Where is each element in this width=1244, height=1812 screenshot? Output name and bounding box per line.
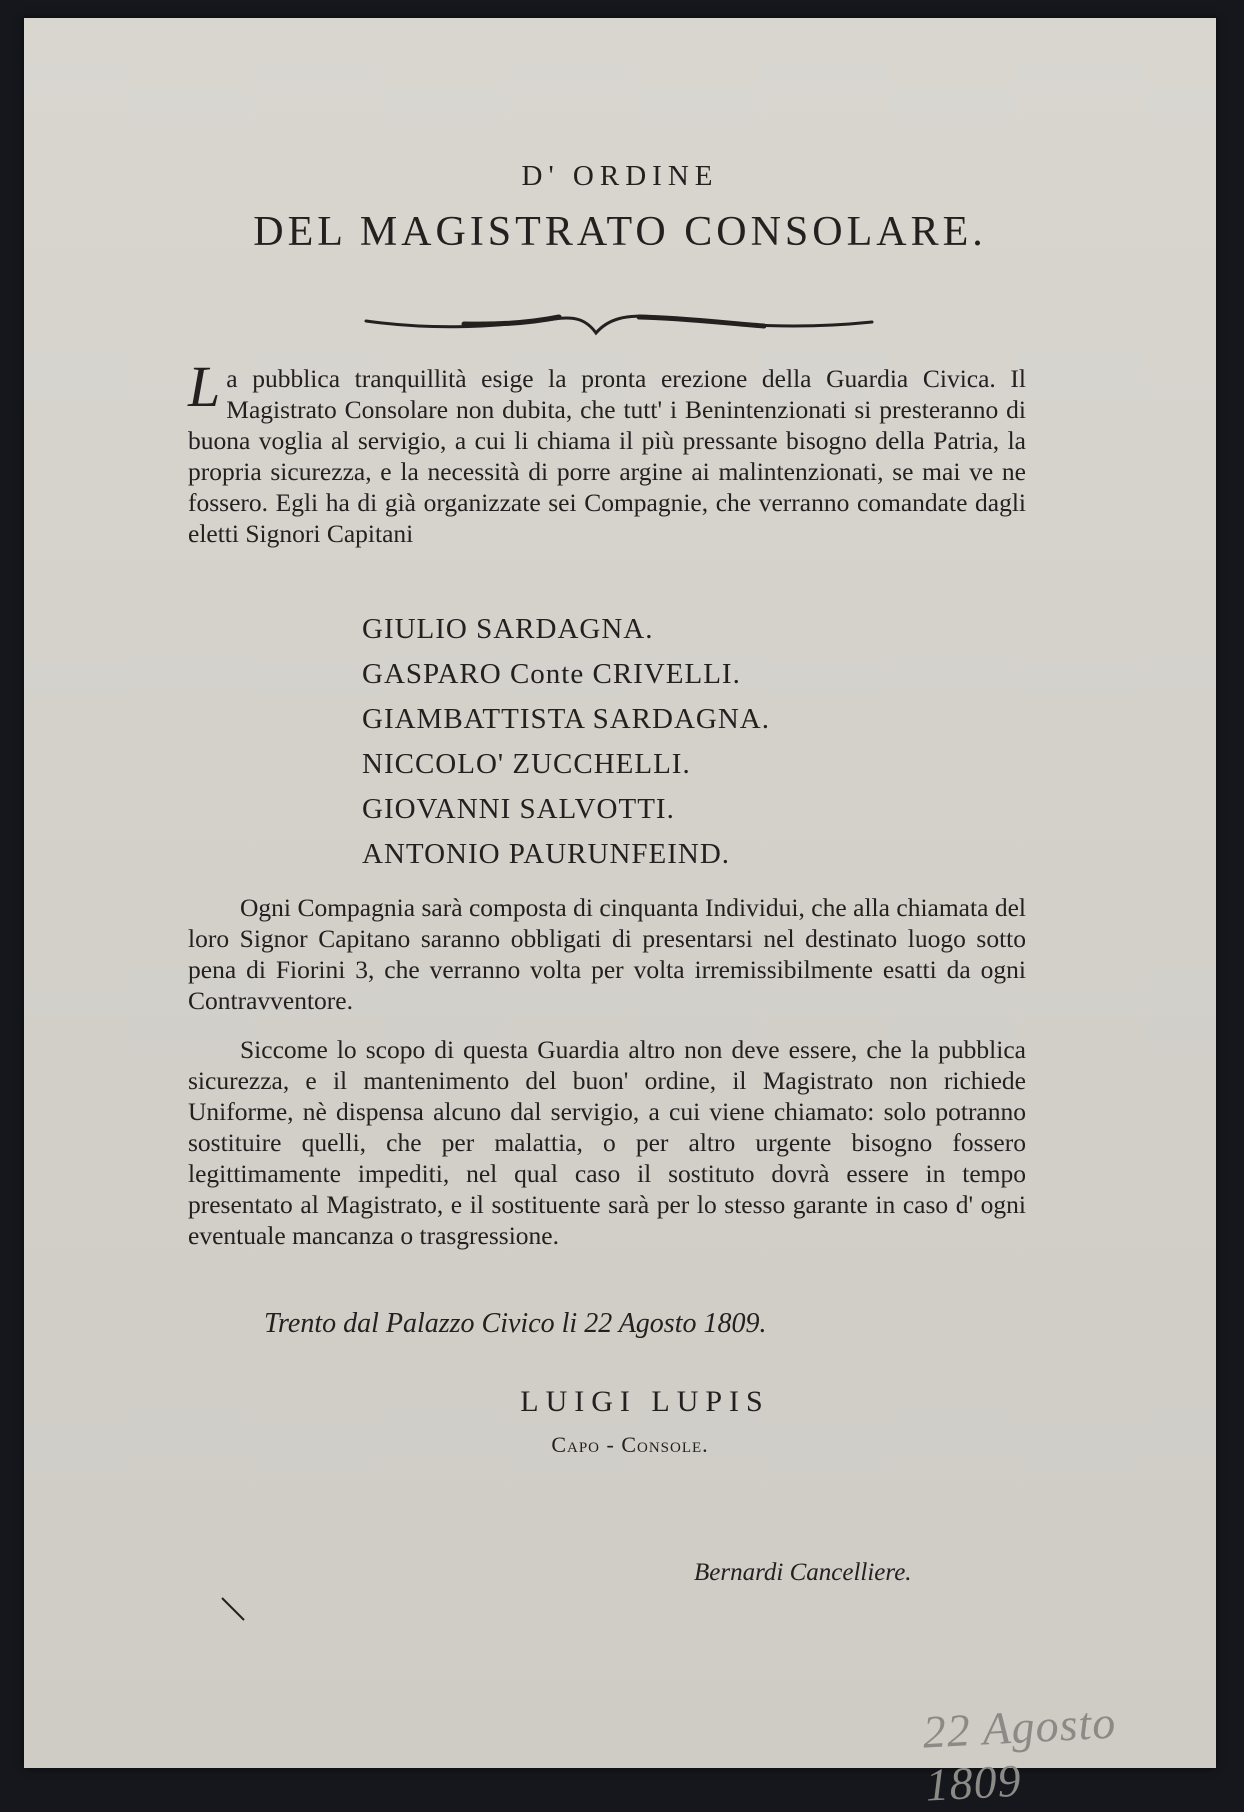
- paragraph-purpose: Siccome lo scopo di questa Guardia altro non deve essere, che la pubblica sicurezza, e il mantenimento del buon' ordine, il Magistrato non richiede Uniforme, nè dispensa alcuno dal servigio, a cui viene chiamato: solo potranno sostituire quelli, che per malattia, o per altro urgente bisogno fossero legittimamente impediti, nel qual caso il sostituto dovrà essere in tempo presentato al Magistrato, e il sostituente sarà per lo stesso garante in caso d' ogni eventuale mancanza o trasgressione.: [188, 1035, 1026, 1250]
- heading-line-2: DEL MAGISTRATO CONSOLARE.: [253, 209, 987, 255]
- captains-list: [362, 607, 770, 877]
- heading-line-1: D' ORDINE: [521, 160, 719, 192]
- drop-cap-initial: L: [188, 354, 221, 419]
- signer-title: Capo - Console.: [551, 1432, 709, 1457]
- chancellor-signature: Bernardi Cancelliere.: [694, 1559, 912, 1586]
- list-item: GIULIO SARDAGNA.: [362, 613, 654, 645]
- document-page: [24, 18, 1216, 1811]
- ornamental-flourish-icon: [364, 303, 874, 343]
- list-item: GASPARO Conte CRIVELLI.: [362, 658, 741, 690]
- list-item: ANTONIO PAURUNFEIND.: [362, 838, 731, 870]
- list-item: NICCOLO' ZUCCHELLI.: [362, 748, 691, 780]
- paragraph-companies: Ogni Compagnia sarà composta di cinquanta Individui, che alla chiamata del loro Signor Capitano saranno obbligati di presentarsi nel destinato luogo sotto pena di Fiorini 3, che verranno volta per volta irremissibilmente esatti da ogni Contravventore.: [188, 893, 1026, 1015]
- paragraph-intro: [188, 354, 1026, 549]
- paragraph-intro-text: a pubblica tranquillità esige la pronta erezione della Guardia Civica. Il Magistrato Consolare non dubita, che tutt' i Benintenzionati si presteranno di buona voglia al servigio, a cui li chiama il più pressante bisogno della Patria, la propria sicurezza, e la necessità di porre argine ai malintenzionati, se mai ve ne fossero. Egli ha di già organizzate sei Compagnie, che verranno comandate dagli eletti Signori Capitani: [188, 364, 1026, 548]
- list-item: GIOVANNI SALVOTTI.: [362, 793, 675, 825]
- pen-stroke-icon: [220, 1596, 250, 1626]
- handwritten-pencil-note: 22 Agosto 1809: [921, 1696, 1118, 1811]
- signer-name: LUIGI LUPIS: [520, 1385, 770, 1418]
- date-line: Trento dal Palazzo Civico li 22 Agosto 1809.: [264, 1308, 767, 1339]
- list-item: GIAMBATTISTA SARDAGNA.: [362, 703, 770, 735]
